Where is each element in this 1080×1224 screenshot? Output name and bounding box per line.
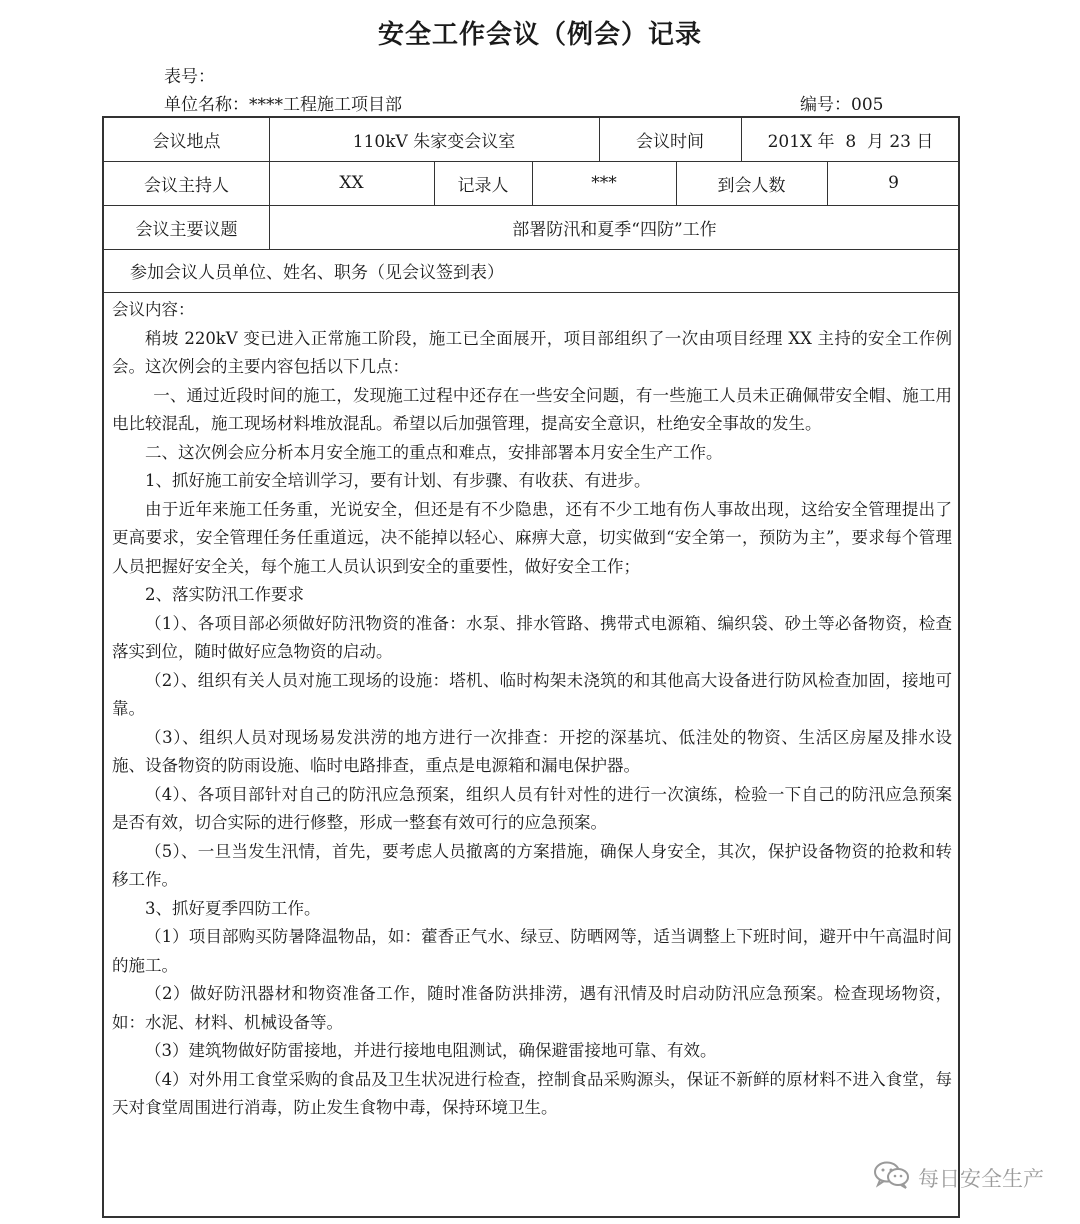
watermark (872, 1160, 1044, 1195)
content-paragraph: （1）、各项目部必须做好防汛物资的准备：水泵、排水管路、携带式电源箱、编织袋、砂土等必备物资，检查落实到位，随时做好应急物资的启动。 (112, 613, 952, 661)
meeting-location-value: 110kV 朱家变会议室 (352, 132, 516, 152)
attendee-count-value: 9 (888, 173, 899, 193)
meeting-topic-value: 部署防汛和夏季“四防”工作 (512, 219, 717, 240)
content-paragraph: 1、抓好施工前安全培训学习，要有计划、有步骤、有收获、有进步。 (145, 471, 651, 490)
attendee-count-label: 到会人数 (717, 175, 786, 196)
wechat-icon (872, 1160, 912, 1195)
form-number-label: 表号： (164, 67, 215, 87)
meeting-record-table (102, 116, 960, 1218)
participants-note: 参加会议人员单位、姓名、职务（见会议签到表） (130, 263, 504, 283)
recorder-value: *** (591, 173, 617, 193)
content-heading: 会议内容： (112, 300, 195, 319)
meeting-host-label: 会议主持人 (144, 175, 229, 196)
content-paragraph: 一、通过近段时间的施工，发现施工过程中还存在一些安全问题，有一些施工人员未正确佩带安全帽、施工用电比较混乱，施工现场材料堆放混乱。希望以后加强管理，提高安全意识，杜绝安全事故的发生。 (112, 385, 952, 433)
watermark-text: 每日安全生产 (918, 1166, 1044, 1191)
content-paragraph: （1）项目部购买防暑降温物品，如：藿香正气水、绿豆、防晒网等，适当调整上下班时间，避开中午高温时间的施工。 (112, 927, 952, 975)
content-paragraph: （3）建筑物做好防雷接地，并进行接地电阻测试，确保避雷接地可靠、有效。 (145, 1041, 717, 1060)
serial-number-label: 编号：005 (800, 95, 884, 115)
content-paragraph: （4）、各项目部针对自己的防汛应急预案，组织人员有针对性的进行一次演练，检验一下自己的防汛应急预案是否有效，切合实际的进行修整，形成一整套有效可行的应急预案。 (112, 784, 952, 832)
content-paragraph: （3）、组织人员对现场易发洪涝的地方进行一次排查：开挖的深基坑、低洼处的物资、生活区房屋及排水设施、设备物资的防雨设施、临时电路排查，重点是电源箱和漏电保护器。 (112, 727, 952, 775)
content-paragraph: （2）做好防汛器材和物资准备工作，随时准备防洪排涝，遇有汛情及时启动防汛应急预案。检查现场物资，如：水泥、材料、机械设备等。 (112, 984, 952, 1032)
content-paragraph: （4）对外用工食堂采购的食品及卫生状况进行检查，控制食品采购源头，保证不新鲜的原材料不进入食堂，每天对食堂周围进行消毒，防止发生食物中毒，保持环境卫生。 (112, 1069, 952, 1117)
meeting-content (112, 296, 952, 1123)
content-paragraph: 2、落实防汛工作要求 (145, 585, 304, 604)
content-paragraph: （2）、组织有关人员对施工现场的设施：塔机、临时构架未浇筑的和其他高大设备进行防风检查加固，接地可靠。 (112, 670, 952, 718)
unit-name-label: 单位名称：****工程施工项目部 (164, 95, 402, 115)
recorder-label: 记录人 (457, 175, 509, 196)
page-title: 安全工作会议（例会）记录 (377, 20, 702, 50)
meeting-time-label: 会议时间 (636, 132, 704, 152)
content-paragraph: （5）、一旦当发生汛情，首先，要考虑人员撤离的方案措施，确保人身安全，其次，保护设备物资的抢救和转移工作。 (112, 841, 952, 889)
meeting-location-label: 会议地点 (152, 132, 221, 152)
content-paragraph: 稍坡 220kV 变已进入正常施工阶段，施工已全面展开，项目部组织了一次由项目经理 XX 主持的安全工作例会。这次例会的主要内容包括以下几点： (112, 328, 952, 376)
content-paragraph: 二、这次例会应分析本月安全施工的重点和难点，安排部署本月安全生产工作。 (145, 442, 723, 462)
content-paragraph: 3、抓好夏季四防工作。 (145, 898, 321, 918)
meeting-time-value: 201X 年 8 月 23 日 (767, 132, 934, 152)
meeting-host-value: XX (339, 173, 364, 193)
row-divider (104, 292, 958, 293)
meeting-topic-label: 会议主要议题 (135, 219, 238, 240)
content-paragraph: 由于近年来施工任务重，光说安全，但还是有不少隐患，还有不少工地有伤人事故出现，这给安全管理提出了更高要求，安全管理任务任重道远，决不能掉以轻心、麻痹大意，切实做到“安全第一，预防为主”，要求每个管理人员把握好安全关，每个施工人员认识到安全的重要性，做好安全工作； (112, 499, 952, 576)
